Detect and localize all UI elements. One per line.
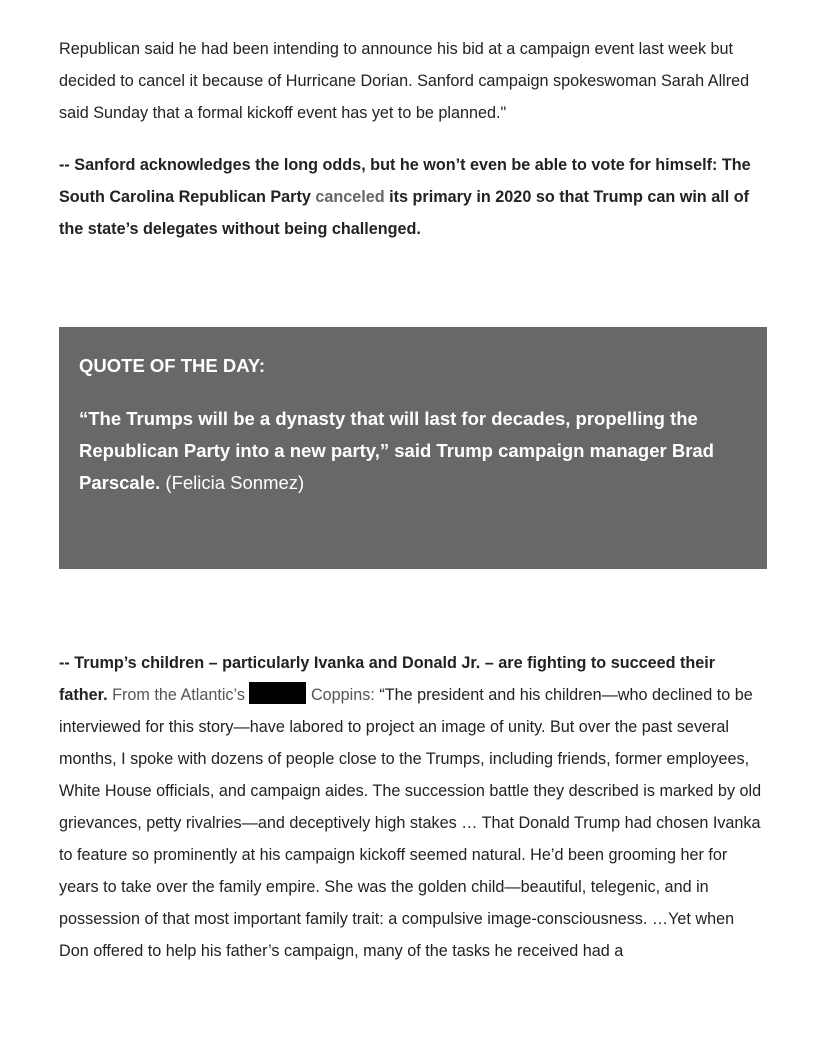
- canceled-link[interactable]: canceled: [315, 188, 385, 206]
- quote-of-the-day-box: [59, 327, 767, 569]
- paragraph-sanford-odds: [59, 149, 767, 245]
- quote-credit: (Felicia Sonmez): [165, 472, 305, 493]
- redaction-block: [249, 682, 306, 704]
- paragraph-sanford-announcement: [59, 33, 767, 129]
- paragraph-lead: -- Sanford acknowledges the long odds, but he won’t even be able to vote for himself: The South Carolina Republican Party: [59, 156, 751, 206]
- quote-heading: QUOTE OF THE DAY:: [79, 355, 266, 376]
- paragraph-tail: its primary in 2020 so that Trump can win all of the state’s delegates without being challenged.: [59, 188, 749, 238]
- paragraph-body: “The president and his children—who declined to be interviewed for this story—have labored to project an image of unity. But over the past several months, I spoke with dozens of people close to the Trumps, including friends, former employees, White House officials, and campaign aides. The succession battle they described is marked by old grievances, petty rivalries—and deceptively high stakes … That Donald Trump had chosen Ivanka to feature so prominently at his campaign kickoff seemed natural. He’d been grooming her for years to take over the family empire. She was the golden child—beautiful, telegenic, and in possession of that most important family trait: a compulsive image-consciousness. …Yet when Don offered to help his father’s campaign, many of the tasks he received had a: [59, 686, 762, 960]
- author-surname: Coppins:: [310, 686, 375, 704]
- paragraph-trump-children: [59, 647, 767, 967]
- paragraph-text: Republican said he had been intending to announce his bid at a campaign event last week but decided to cancel it because of Hurricane Dorian. Sanford campaign spokeswoman Sarah Allred said Sunday that a formal kickoff event has yet to be planned.": [59, 40, 750, 122]
- document-page: [59, 33, 767, 967]
- paragraph-lead: -- Trump’s children – particularly Ivanka and Donald Jr. – are fighting to succeed their father.: [59, 654, 716, 704]
- quote-body: “The Trumps will be a dynasty that will last for decades, propelling the Republican Party into a new party,” said Trump campaign manager Brad Parscale.: [79, 408, 714, 493]
- atlantic-source-link[interactable]: From the Atlantic’s: [112, 686, 245, 704]
- quote-text: [79, 403, 747, 499]
